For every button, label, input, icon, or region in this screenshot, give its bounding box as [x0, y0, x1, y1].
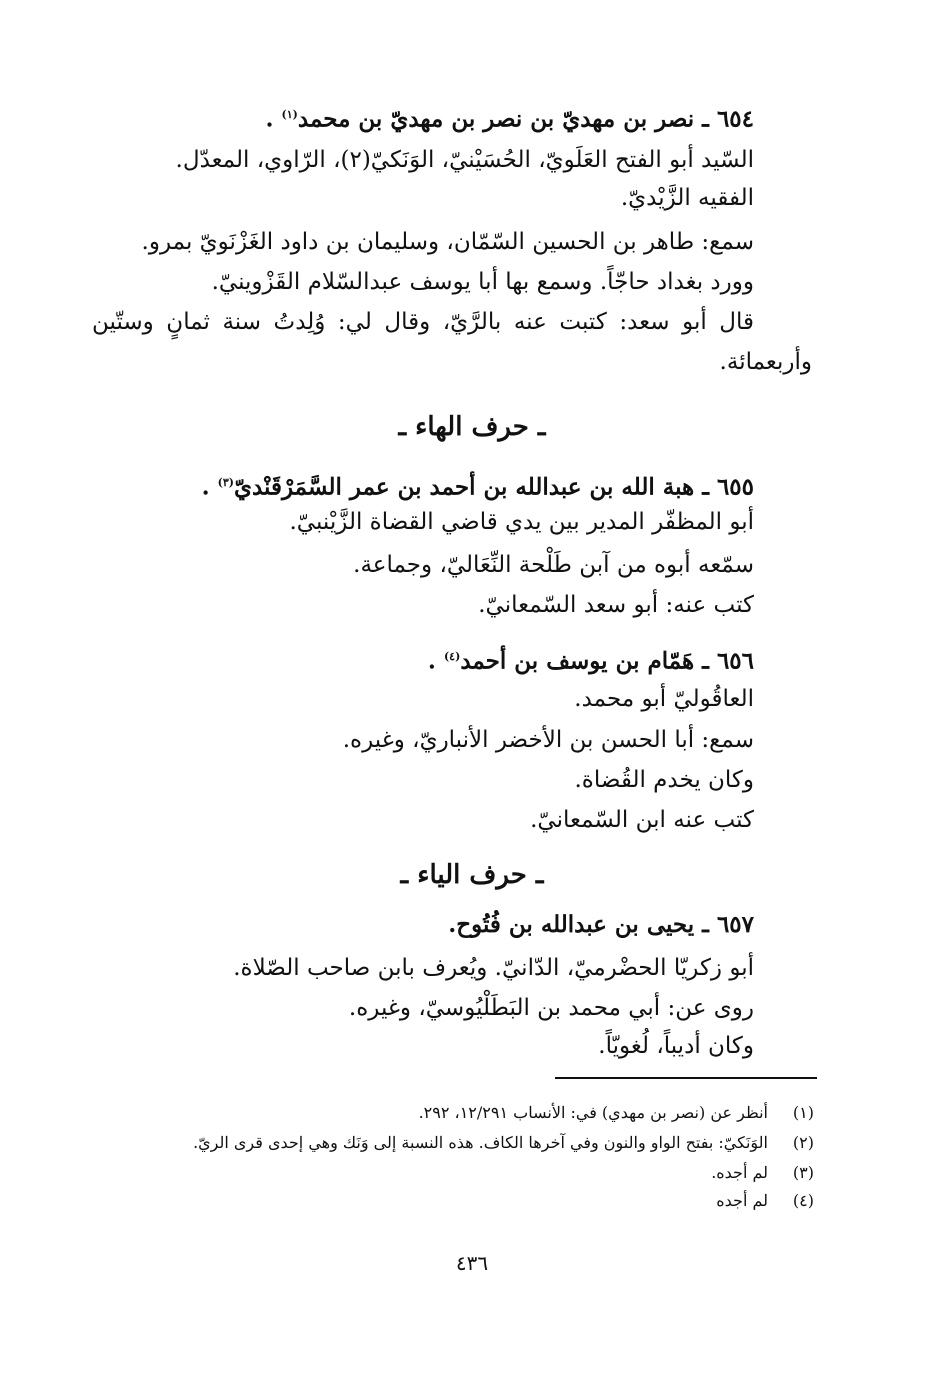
footnote-3: (٣)لم أجده. — [711, 1163, 814, 1182]
entry-657-title: ٦٥٧ ـ يحيى بن عبدالله بن فُتُوح. — [448, 911, 754, 938]
entry-654-line-1: السّيد أبو الفتح العَلَويّ، الحُسَيْنيّ، الوَنَكيّ(٢)، الرّاوي، المعدّل. — [175, 147, 754, 173]
entry-656-line-1: العاقُوليّ أبو محمد. — [574, 686, 754, 712]
entry-656-line-4: كتب عنه ابن السّمعانيّ. — [530, 807, 754, 833]
entry-654-title: ٦٥٤ ـ نصر بن مهديّ بن نصر بن مهديّ بن محمد$^{(١)}$ . — [265, 105, 754, 133]
section-heading-ya: ـ حرف الياء ـ — [400, 860, 544, 890]
entry-654-line-2: الفقيه الزَّيْديّ. — [620, 185, 754, 211]
entry-657-line-1: أبو زكريّا الحضْرميّ، الدّانيّ. ويُعرف بابن صاحب الصّلاة. — [233, 955, 754, 981]
entry-657-line-3: وكان أديباً، لُغويّاً. — [598, 1033, 754, 1059]
entry-654-line-3: سمع: طاهر بن الحسين السّمّان، وسليمان بن داود الغَزْنَويّ بمرو. — [141, 229, 754, 255]
entry-654-line-5: قال أبو سعد: كتبت عنه بالرَّيّ، وقال لي: وُلِدتُ سنة ثمانٍ وستّين — [92, 309, 754, 335]
section-heading-ha: ـ حرف الهاء ـ — [398, 412, 546, 442]
entry-655-title: ٦٥٥ ـ هبة الله بن عبدالله بن أحمد بن عمر السَّمَرْقَنْديّ$^{(٣)}$ . — [201, 473, 754, 501]
footnote-4: (٤)لم أجده — [716, 1191, 814, 1210]
page-number: ٤٣٦ — [455, 1251, 489, 1275]
footnote-separator — [555, 1077, 817, 1079]
entry-656-title: ٦٥٦ ـ هَمّام بن يوسف بن أحمد$^{(٤)}$ . — [427, 647, 754, 675]
entry-654-line-6: وأربعمائة. — [719, 349, 812, 375]
entry-655-line-3: كتب عنه: أبو سعد السّمعانيّ. — [478, 592, 754, 618]
footnote-2: (٢)الوَنَكيّ: بفتح الواو والنون وفي آخرها الكاف. هذه النسبة إلى وَنَك وهي إحدى قرى الريّ. — [193, 1133, 814, 1152]
entry-656-line-2: سمع: أبا الحسن بن الأخضر الأنباريّ، وغيره. — [342, 727, 754, 753]
entry-656-line-3: وكان يخدم القُضاة. — [574, 767, 754, 793]
entry-657-line-2: روى عن: أبي محمد بن البَطَلْيُوسيّ، وغيره. — [348, 995, 754, 1021]
entry-655-line-2: سمّعه أبوه من آبن طَلْحة النِّعَاليّ، وجماعة. — [353, 552, 754, 578]
entry-654-line-4: وورد بغداد حاجّاً. وسمع بها أبا يوسف عبدالسّلام القَزْوينيّ. — [211, 269, 754, 295]
entry-655-line-1: أبو المظفّر المدير بين يدي قاضي القضاة الزَّيْنبيّ. — [289, 509, 754, 535]
footnote-1: (١)أنظر عن (نصر بن مهدي) في: الأنساب ١٢/٢٩١، ٢٩٢. — [418, 1103, 814, 1122]
